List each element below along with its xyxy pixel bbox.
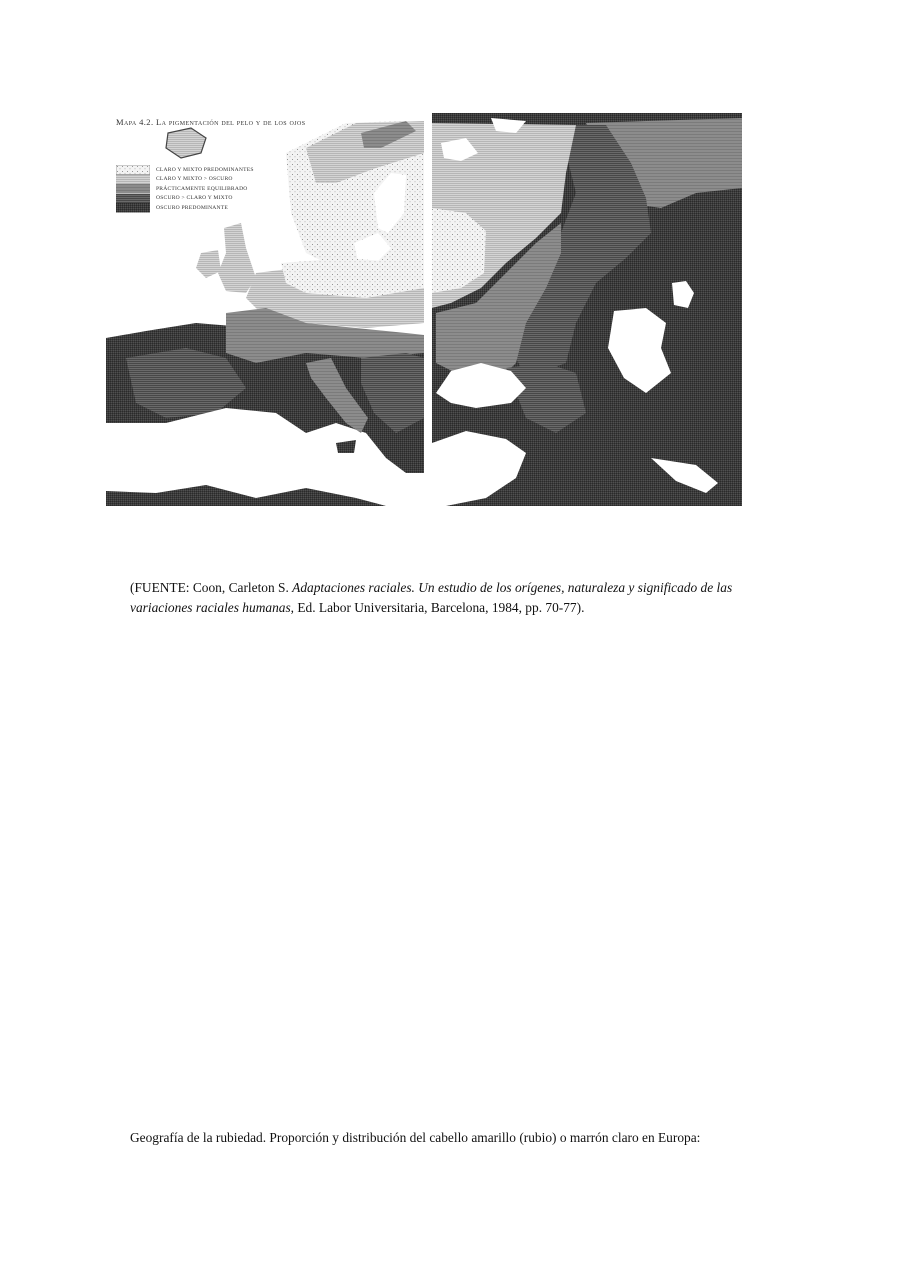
legend-swatch-icon <box>116 184 150 194</box>
legend-swatch-icon <box>116 175 150 185</box>
body-paragraph: Geografía de la rubiedad. Proporción y distribución del cabello amarillo (rubio) o marrón claro en Europa: <box>130 1130 701 1145</box>
legend-swatch-icon <box>116 165 150 175</box>
figure-source-caption <box>130 578 776 618</box>
legend-item <box>116 203 254 213</box>
map-legend <box>116 165 254 213</box>
legend-swatch-icon <box>116 203 150 213</box>
legend-swatch-icon <box>116 194 150 204</box>
legend-item <box>116 184 254 194</box>
legend-label: OSCURO > CLARO Y MIXTO <box>156 195 233 202</box>
legend-label: OSCURO PREDOMINANTE <box>156 204 229 211</box>
legend-label: PRÁCTICAMENTE EQUILIBRADO <box>156 185 248 192</box>
map-title: Mapa 4.2. La pigmentación del pelo y de los ojos <box>116 117 306 127</box>
pigmentation-map-figure <box>106 113 744 506</box>
caption-suffix: , Ed. Labor Universitaria, Barcelona, 1984, pp. 70-77). <box>290 600 585 615</box>
legend-item <box>116 175 254 185</box>
legend-item <box>116 194 254 204</box>
legend-label: CLARO Y MIXTO PREDOMINANTES <box>156 166 254 173</box>
caption-book-title: Adaptaciones raciales. Un estudio de los orígenes, naturaleza y significado de las variaciones raciales humanas <box>130 580 733 615</box>
legend-label: CLARO Y MIXTO > OSCURO <box>156 176 233 183</box>
caption-prefix: (FUENTE: Coon, Carleton S. <box>130 580 293 595</box>
legend-item <box>116 165 254 175</box>
